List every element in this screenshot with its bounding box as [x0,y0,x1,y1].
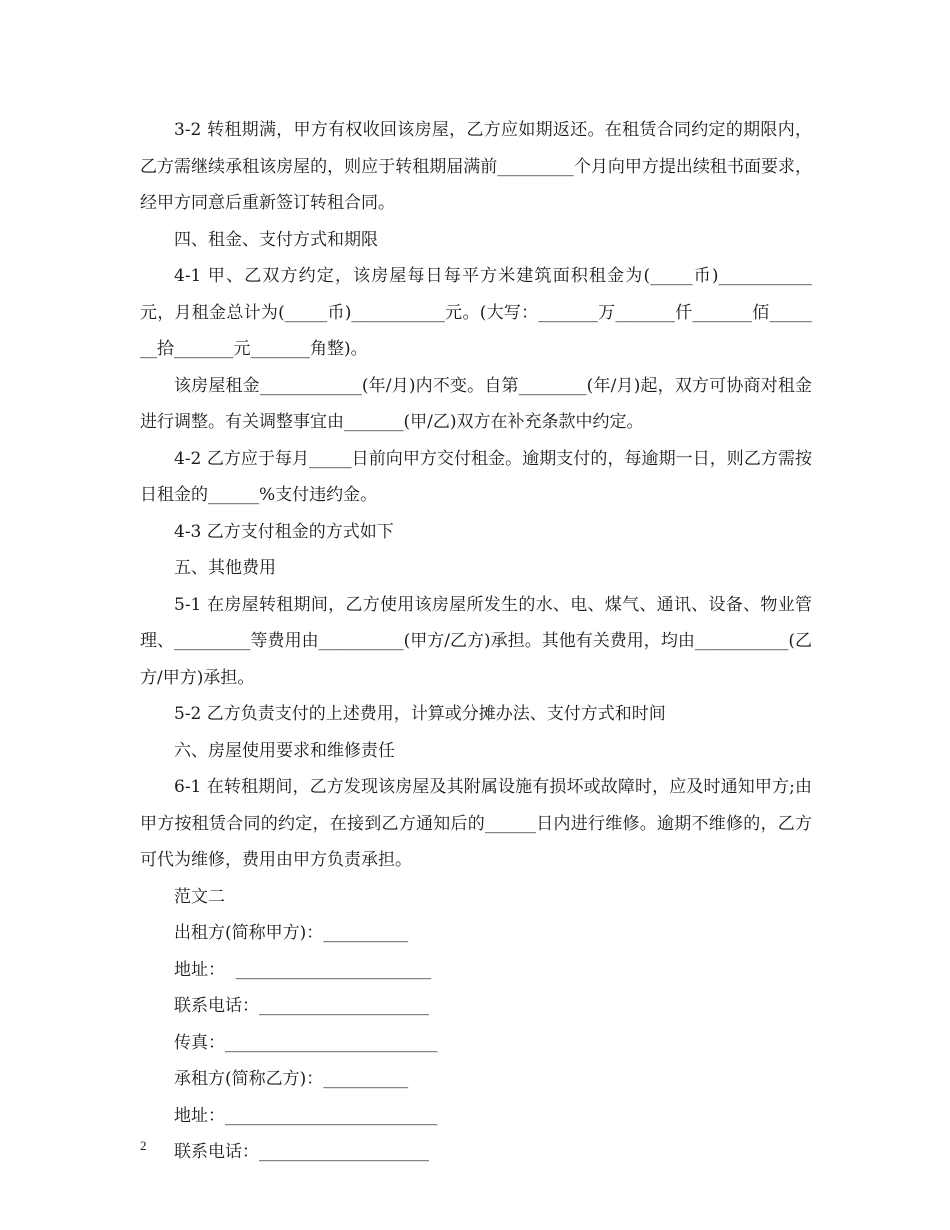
lessee-address-line: 地址：_________________________ [174,1105,438,1126]
clause-6-1-paragraph: 6-1 在转租期间，乙方发现该房屋及其附属设施有损坏或故障时，应及时通知甲方;由甲方按租赁合同的约定，在接到乙方通知后的______日内进行维修。逾期不维修的，乙方可代为维修，费用由甲方负责承担。 [140,777,812,870]
lessor-phone-line: 联系电话：____________________ [174,996,429,1016]
section-heading-other-fees: 五、其他费用 [174,558,276,578]
clause-5-1-paragraph: 5-1 在房屋转租期间，乙方使用该房屋所发生的水、电、煤气、通讯、设备、物业管理、_________等费用由__________(甲方/乙方)承担。其他有关费用，均由___________(乙方/甲方)承担。 [140,594,812,688]
lessor-fax-line: 传真：_________________________ [174,1032,438,1053]
clause-4-3-paragraph: 4-3 乙方支付租金的方式如下 [174,521,394,542]
page-number: 2 [140,1138,147,1153]
clause-4-2-paragraph: 4-2 乙方应于每月_____日前向甲方交付租金。逾期支付的，每逾期一日，则乙方需按日租金的______%支付违约金。 [140,448,812,505]
document-body [140,112,812,1171]
clause-5-2-paragraph: 5-2 乙方负责支付的上述费用，计算或分摊办法、支付方式和时间 [174,704,666,724]
lessor-address-line: 地址： _______________________ [174,959,432,980]
lessor-name-line: 出租方(简称甲方)：__________ [174,923,409,943]
clause-4-1-paragraph: 4-1 甲、乙双方约定，该房屋每日每平方米建筑面积租金为(_____币)___________元，月租金总计为(_____币)___________元。(大写：_______万_______仟_______佰_______拾_______元_______角整)。 [140,266,812,359]
lessee-phone-line: 联系电话：____________________ [174,1142,429,1162]
rent-adjustment-paragraph: 该房屋租金____________(年/月)内不变。自第________(年/月)起，双方可协商对租金进行调整。有关调整事宜由_______(甲/乙)双方在补充条款中约定。 [140,375,812,432]
clause-3-2-paragraph: 3-2 转租期满，甲方有权收回该房屋，乙方应如期返还。在租赁合同约定的期限内，乙方需继续承租该房屋的，则应于转租期届满前_________个月向甲方提出续租书面要求，经甲方同意后重新签订转租合同。 [140,120,812,213]
section-heading-rent-payment: 四、租金、支付方式和期限 [174,229,378,250]
section-heading-usage-repair: 六、房屋使用要求和维修责任 [174,740,395,761]
sample-two-heading: 范文二 [174,886,225,907]
lessee-name-line: 承租方(简称乙方)：__________ [174,1069,409,1089]
